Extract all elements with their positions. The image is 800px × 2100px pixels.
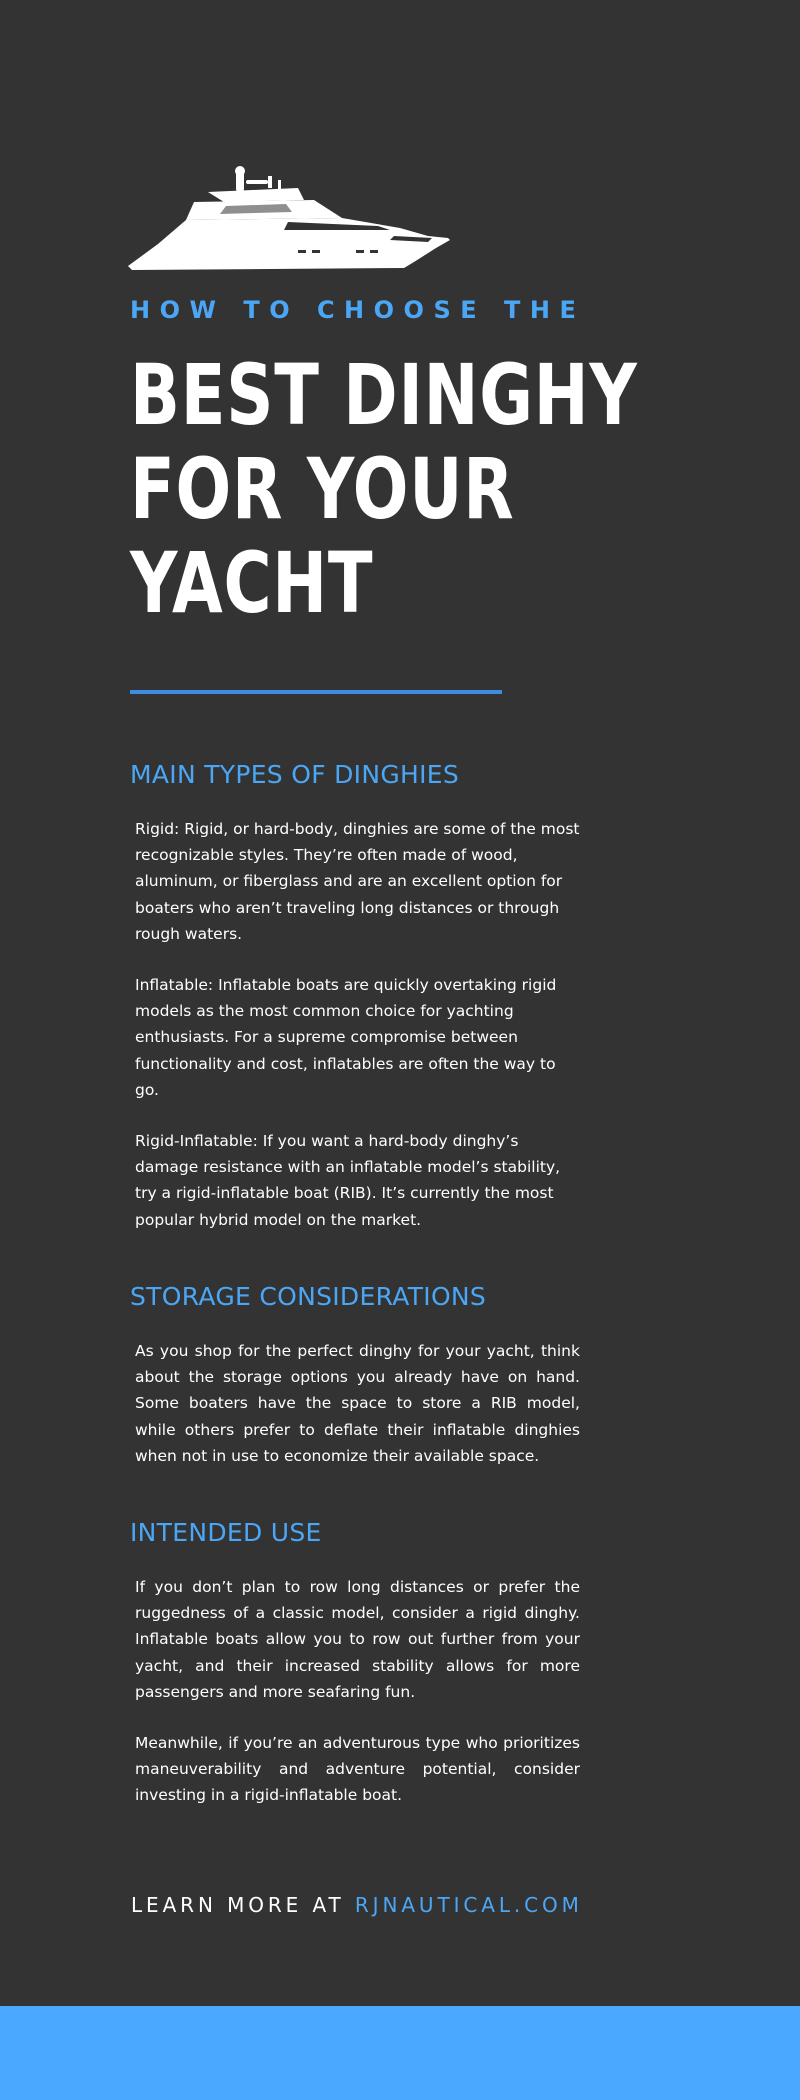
title-divider	[130, 690, 502, 694]
section-heading-intended-use: INTENDED USE	[130, 1518, 322, 1547]
paragraph-storage: As you shop for the perfect dinghy for your yacht, think about the storage options you already have on hand. Some boaters have the space to store a RIB model, while others prefer to deflate their inflatable dinghies when not in use to economize their available space.	[135, 1342, 580, 1465]
cta-prefix: LEARN MORE AT	[131, 1893, 345, 1917]
paragraph-adventurous: Meanwhile, if you’re an adventurous type who prioritizes maneuverability and adventure potential, consider investing in a rigid-inflatable boat.	[135, 1734, 580, 1805]
paragraph-rigid-inflatable: Rigid-Inflatable: If you want a hard-body dinghy’s damage resistance with an inflatable model’s stability, try a rigid-inflatable boat (RIB). It’s currently the most popular hybrid model on the market.	[135, 1132, 561, 1229]
kicker-text: HOW TO CHOOSE THE	[130, 296, 586, 324]
section-heading-main-types: MAIN TYPES OF DINGHIES	[130, 760, 460, 789]
yacht-icon	[128, 166, 452, 270]
section-heading-storage: STORAGE CONSIDERATIONS	[130, 1282, 487, 1311]
title-line-1: BEST DINGHY	[130, 346, 638, 444]
paragraph-intended-use: If you don’t plan to row long distances or prefer the ruggedness of a classic model, consider a rigid dinghy. Inflatable boats allow you to row out further from your yacht, and their increased stability allows for more passengers and more seafaring fun.	[135, 1578, 580, 1701]
learn-more-cta	[131, 1893, 583, 1917]
website-link[interactable]: RJNAUTICAL.COM	[354, 1893, 583, 1917]
footer-bar	[0, 2006, 800, 2100]
paragraph-inflatable: Inflatable: Inflatable boats are quickly overtaking rigid models as the most common choice for yachting enthusiasts. For a supreme compromise between functionality and cost, inflatables are often the way to go.	[135, 976, 557, 1099]
paragraph-rigid: Rigid: Rigid, or hard-body, dinghies are some of the most recognizable styles. They’re often made of wood, aluminum, or fiberglass and are an excellent option for boaters who aren’t traveling long distances or through rough waters.	[135, 820, 580, 943]
title-line-2: FOR YOUR	[130, 440, 515, 538]
title-line-3: YACHT	[130, 534, 374, 632]
page-title	[130, 346, 638, 632]
